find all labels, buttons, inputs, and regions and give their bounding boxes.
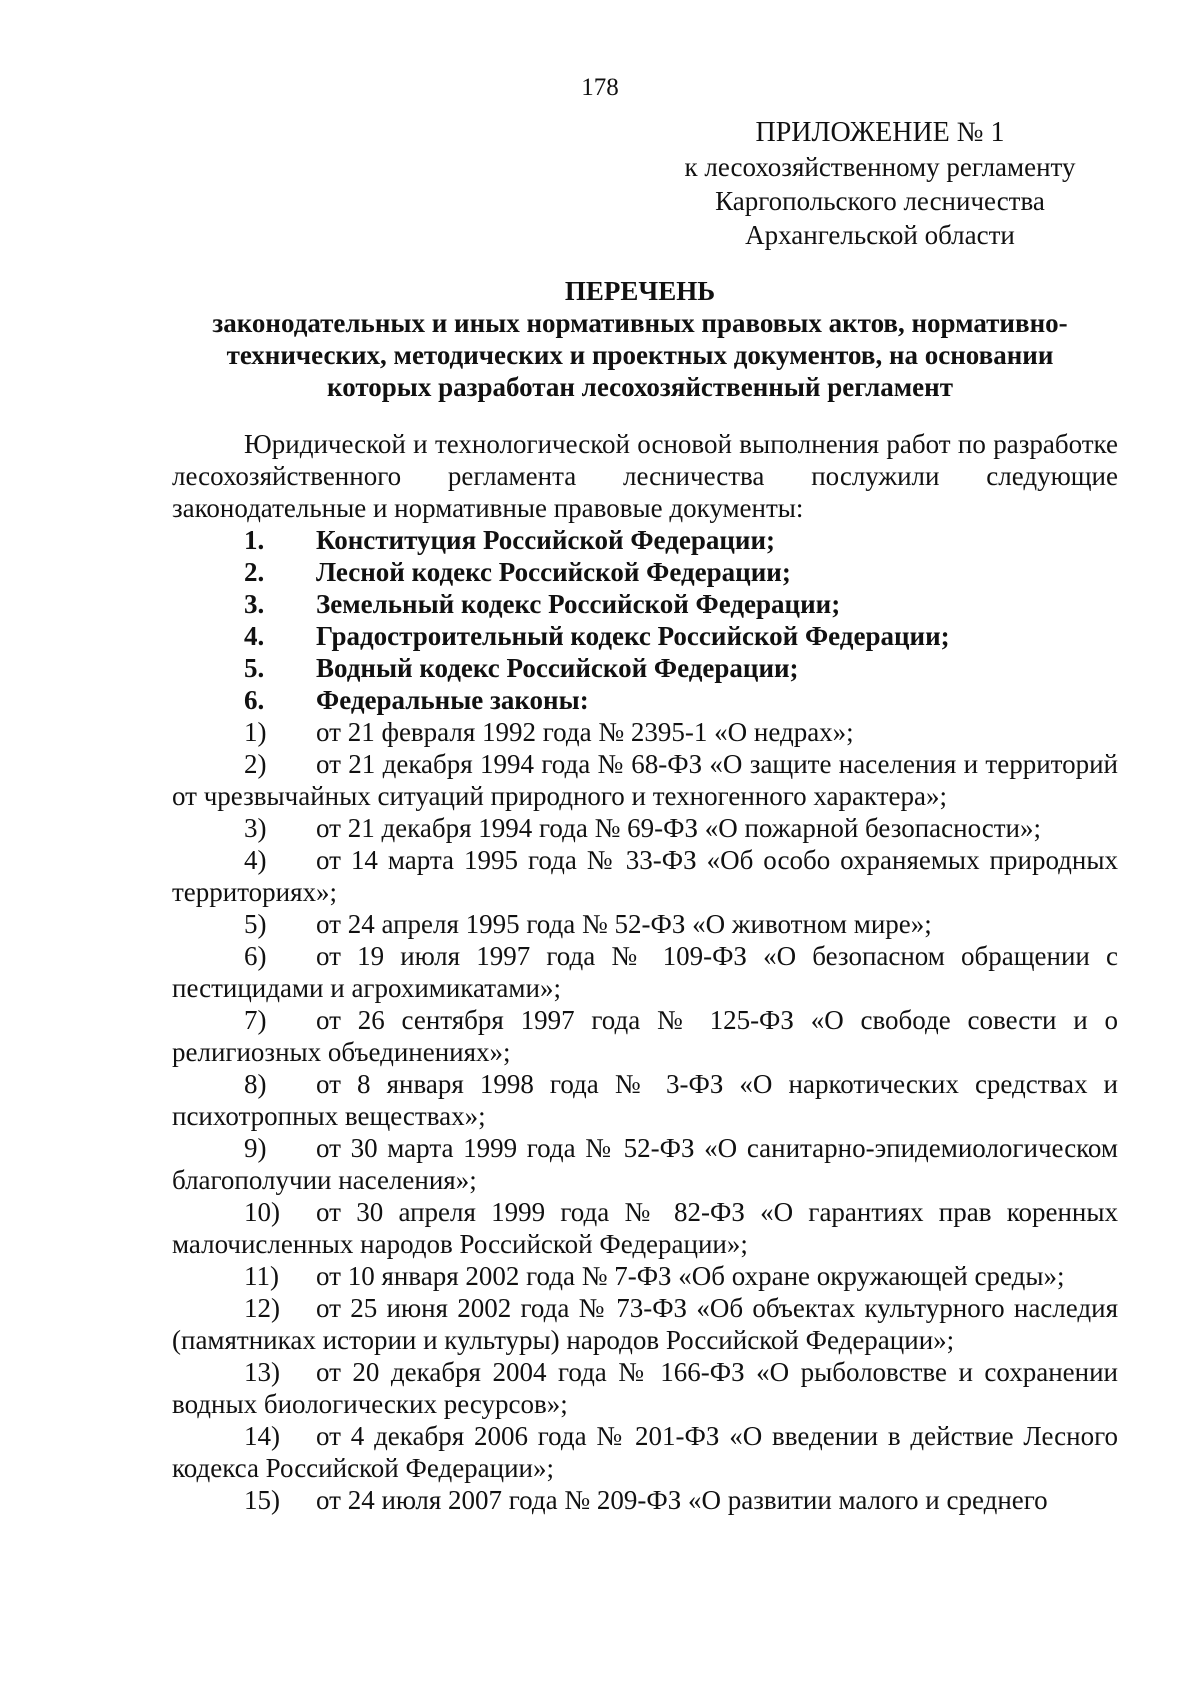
law-text: от 21 февраля 1992 года № 2395-1 «О недрах»;	[316, 717, 854, 747]
law-item	[172, 1420, 1118, 1484]
law-text: от 10 января 2002 года № 7-ФЗ «Об охране окружающей среды»;	[316, 1261, 1065, 1291]
list-item-number: 4.	[244, 621, 265, 651]
law-number: 14)	[244, 1421, 280, 1451]
appendix-header	[640, 116, 1120, 252]
law-number: 8)	[244, 1069, 267, 1099]
document-title	[170, 275, 1110, 403]
law-number: 12)	[244, 1293, 280, 1323]
law-number: 5)	[244, 909, 267, 939]
law-number: 2)	[244, 749, 267, 779]
law-item	[172, 1004, 1118, 1068]
list-item-text: Федеральные законы:	[316, 685, 589, 715]
law-text: от 25 июня 2002 года № 73-ФЗ «Об объектах культурного наследия (памятниках истории и культуры) народов Российской Федерации»;	[172, 1293, 1118, 1355]
law-item	[172, 1068, 1118, 1132]
title-line-2: технических, методических и проектных документов, на основании	[226, 340, 1054, 370]
law-item	[172, 1260, 1118, 1292]
intro-paragraph: Юридической и технологической основой выполнения работ по разработке лесохозяйственного регламента лесничества послужили следующие законодательные и нормативные правовые документы:	[172, 429, 1118, 523]
list-item	[172, 620, 1118, 652]
law-item	[172, 940, 1118, 1004]
list-item-text: Лесной кодекс Российской Федерации;	[316, 557, 791, 587]
law-text: от 30 апреля 1999 года № 82-ФЗ «О гарантиях прав коренных малочисленных народов Российской Федерации»;	[172, 1197, 1118, 1259]
law-text: от 19 июля 1997 года № 109-ФЗ «О безопасном обращении с пестицидами и агрохимикатами»;	[172, 941, 1118, 1003]
list-item	[172, 652, 1118, 684]
list-item	[172, 556, 1118, 588]
list-item-text: Градостроительный кодекс Российской Федерации;	[316, 621, 950, 651]
list-item-text: Земельный кодекс Российской Федерации;	[316, 589, 841, 619]
law-number: 11)	[244, 1261, 279, 1291]
law-text: от 8 января 1998 года № 3-ФЗ «О наркотических средствах и психотропных веществах»;	[172, 1069, 1118, 1131]
law-item	[172, 1292, 1118, 1356]
law-text: от 26 сентября 1997 года № 125-ФЗ «О свободе совести и о религиозных объединениях»;	[172, 1005, 1118, 1067]
law-text: от 24 апреля 1995 года № 52-ФЗ «О животном мире»;	[316, 909, 932, 939]
list-item-text: Водный кодекс Российской Федерации;	[316, 653, 799, 683]
list-item-number: 2.	[244, 557, 265, 587]
appendix-line-3: Архангельской области	[745, 220, 1015, 250]
law-text: от 21 декабря 1994 года № 68-ФЗ «О защите населения и территорий от чрезвычайных ситуаций природного и техногенного характера»;	[172, 749, 1118, 811]
title-line-1: законодательных и иных нормативных правовых актов, нормативно-	[212, 308, 1068, 338]
law-number: 13)	[244, 1357, 280, 1387]
law-item	[172, 1356, 1118, 1420]
law-number: 15)	[244, 1485, 280, 1515]
page-number: 178	[581, 74, 619, 101]
document-body	[172, 428, 1118, 1516]
list-item	[172, 524, 1118, 556]
law-number: 6)	[244, 941, 267, 971]
appendix-heading: ПРИЛОЖЕНИЕ № 1	[755, 117, 1005, 148]
law-item	[172, 844, 1118, 908]
law-item	[172, 1132, 1118, 1196]
law-number: 9)	[244, 1133, 267, 1163]
appendix-line-2: Каргопольского лесничества	[715, 186, 1045, 216]
law-item	[172, 716, 1118, 748]
list-item-text: Конституция Российской Федерации;	[316, 525, 775, 555]
list-item-number: 6.	[244, 685, 265, 715]
law-item	[172, 908, 1118, 940]
law-number: 4)	[244, 845, 267, 875]
law-number: 1)	[244, 717, 267, 747]
list-item-number: 3.	[244, 589, 265, 619]
law-text: от 24 июля 2007 года № 209-ФЗ «О развитии малого и среднего	[316, 1485, 1048, 1515]
law-number: 10)	[244, 1197, 280, 1227]
law-text: от 30 марта 1999 года № 52-ФЗ «О санитарно-эпидемиологическом благополучии населения»;	[172, 1133, 1118, 1195]
law-item	[172, 1484, 1118, 1516]
list-item	[172, 684, 1118, 716]
law-text: от 20 декабря 2004 года № 166-ФЗ «О рыболовстве и сохранении водных биологических ресурсов»;	[172, 1357, 1118, 1419]
title-line-3: которых разработан лесохозяйственный регламент	[327, 372, 953, 402]
law-item	[172, 812, 1118, 844]
list-item	[172, 588, 1118, 620]
list-item-number: 5.	[244, 653, 265, 683]
title-main: ПЕРЕЧЕНЬ	[564, 276, 716, 306]
appendix-line-1: к лесохозяйственному регламенту	[684, 152, 1076, 182]
law-text: от 21 декабря 1994 года № 69-ФЗ «О пожарной безопасности»;	[316, 813, 1042, 843]
law-number: 3)	[244, 813, 267, 843]
list-item-number: 1.	[244, 525, 265, 555]
law-item	[172, 1196, 1118, 1260]
law-text: от 14 марта 1995 года № 33-ФЗ «Об особо охраняемых природных территориях»;	[172, 845, 1118, 907]
law-text: от 4 декабря 2006 года № 201-ФЗ «О введении в действие Лесного кодекса Российской Федерации»;	[172, 1421, 1118, 1483]
law-number: 7)	[244, 1005, 267, 1035]
law-item	[172, 748, 1118, 812]
